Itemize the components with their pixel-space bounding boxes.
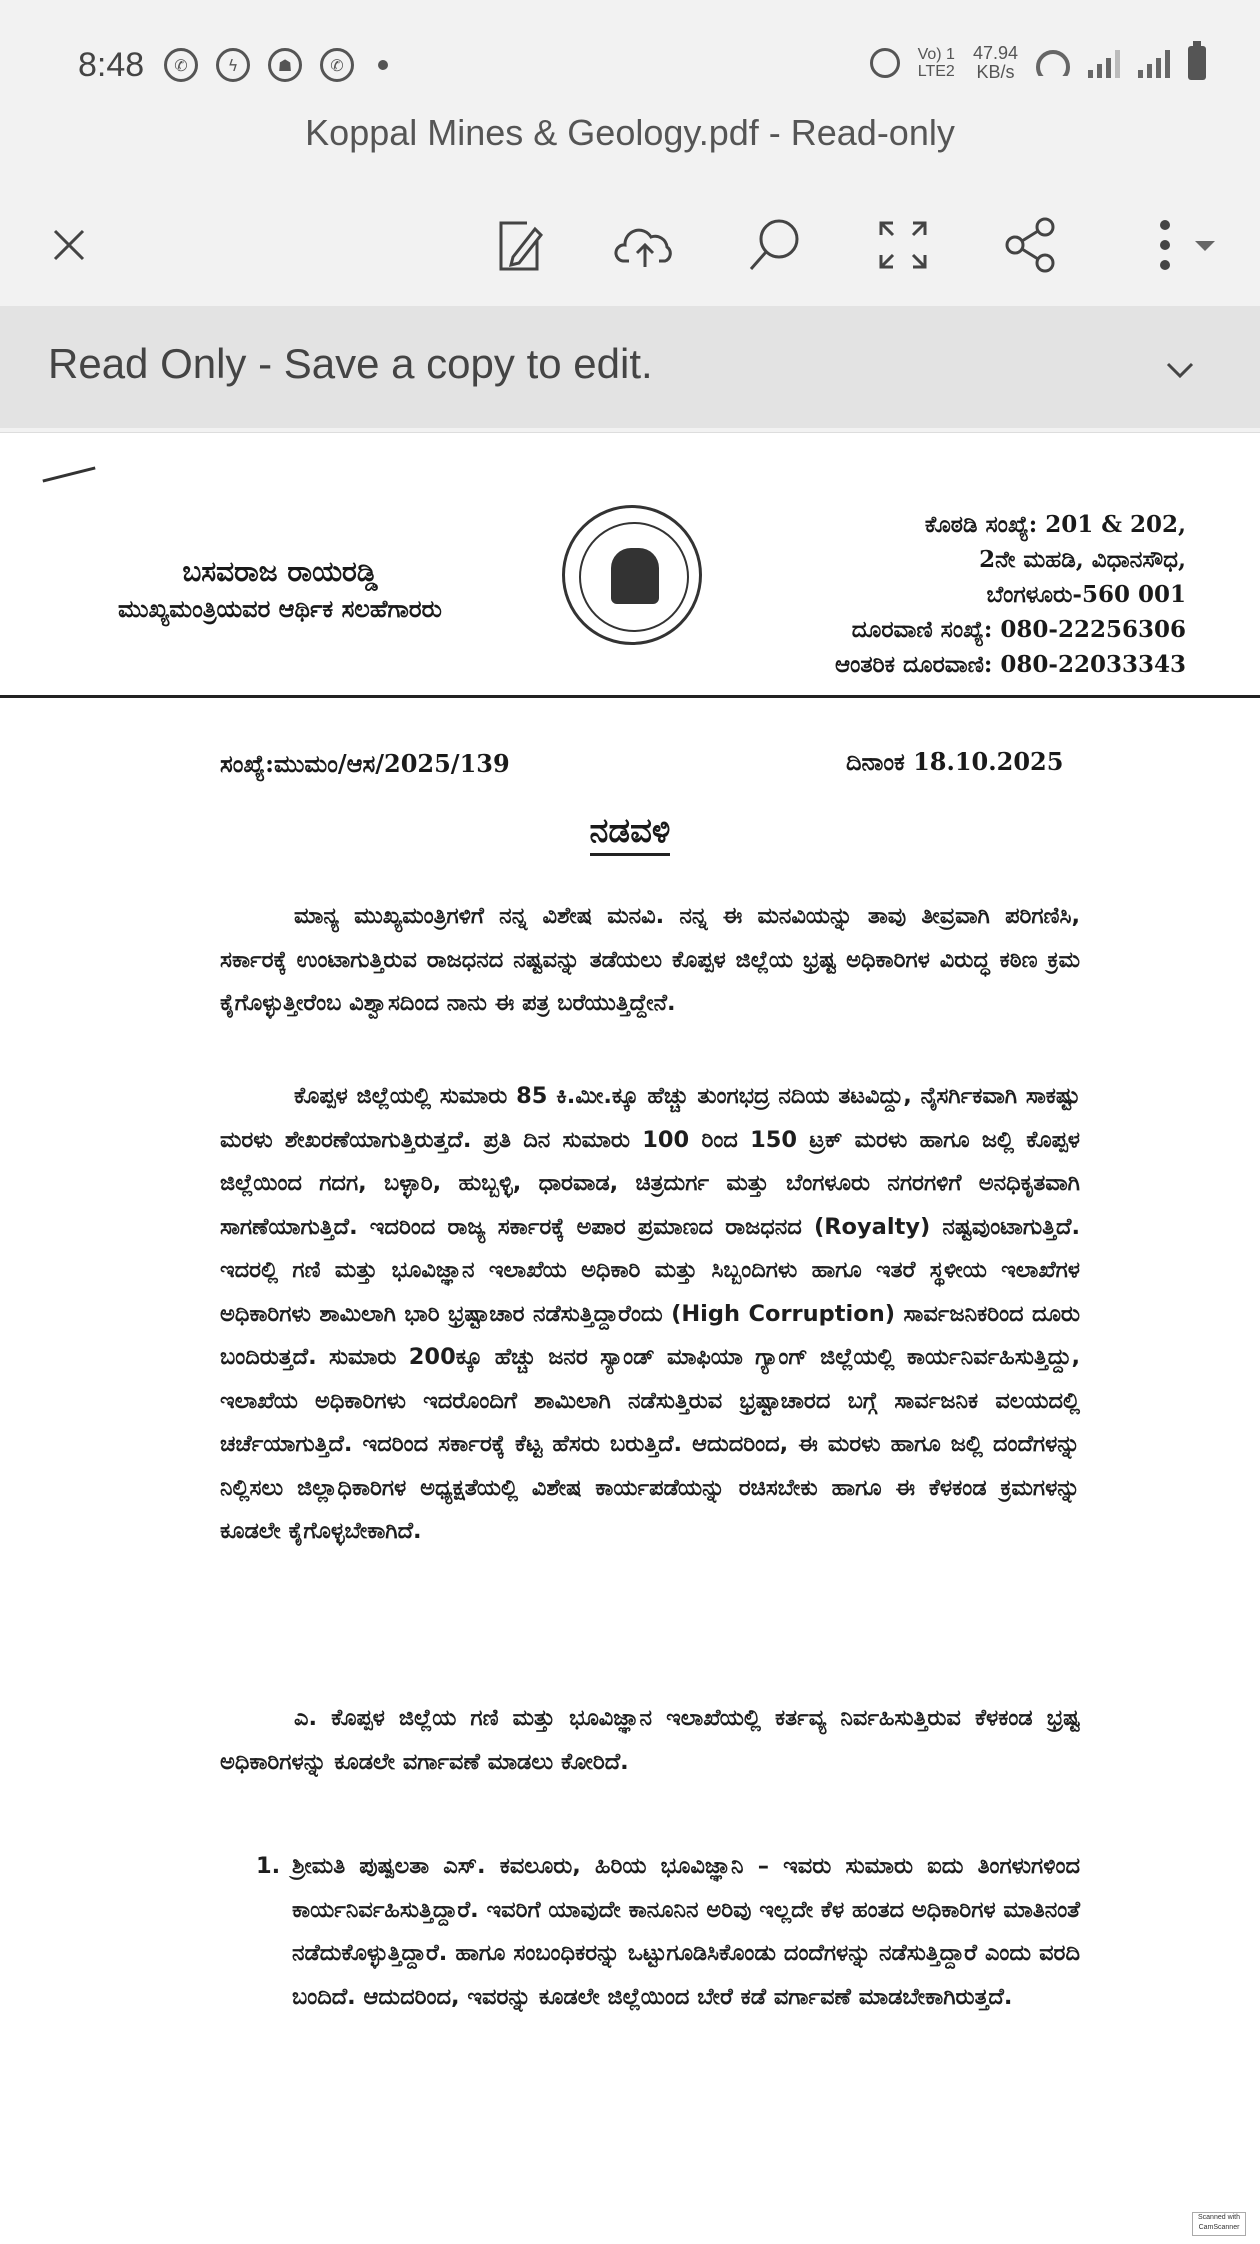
paragraph-2: ಕೊಪ್ಪಳ ಜಿಲ್ಲೆಯಲ್ಲಿ ಸುಮಾರು 85 ಕಿ.ಮೀ.ಕ್ಕೂ ಹೆಚ್ಚು ತುಂಗಭದ್ರ ನದಿಯ ತಟವಿದ್ದು, ನೈಸರ್ಗಿಕವಾಗಿ ಸಾಕಷ್ಟು ಮರಳು ಶೇಖರಣೆಯಾಗುತ್ತಿರುತ್ತದೆ. ಪ್ರತಿ ದಿನ ಸುಮಾರು 100 ರಿಂದ 150 ಟ್ರಕ್ ಮರಳು ಹಾಗೂ ಜಲ್ಲಿ ಕೊಪ್ಪಳ ಜಿಲ್ಲೆಯಿಂದ ಗದಗ, ಬಳ್ಳಾರಿ, ಹುಬ್ಬಳ್ಳಿ, ಧಾರವಾಡ, ಚಿತ್ರದುರ್ಗ ಮತ್ತು ಬೆಂಗಳೂರು ನಗರಗಳಿಗೆ ಅನಧಿಕೃತವಾಗಿ ಸಾಗಣೆಯಾಗುತ್ತಿದೆ. ಇದರಿಂದ ರಾಜ್ಯ ಸರ್ಕಾರಕ್ಕೆ ಅಪಾರ ಪ್ರಮಾಣದ ರಾಜಧನದ (Royalty) ನಷ್ಟವುಂಟಾಗುತ್ತಿದೆ. ಇದರಲ್ಲಿ ಗಣಿ ಮತ್ತು ಭೂವಿಜ್ಞಾನ ಇಲಾಖೆಯ ಅಧಿಕಾರಿ ಮತ್ತು ಸಿಬ್ಬಂದಿಗಳು ಹಾಗೂ ಇತರೆ ಸ್ಥಳೀಯ ಇಲಾಖೆಗಳ ಅಧಿಕಾರಿಗಳು ಶಾಮಿಲಾಗಿ ಭಾರಿ ಭ್ರಷ್ಟಾಚಾರ ನಡೆಸುತ್ತಿದ್ದಾರೆಂದು (High Corruption) ಸಾರ್ವಜನಿಕರಿಂದ ದೂರು ಬಂದಿರುತ್ತದೆ. ಸುಮಾರು 200ಕ್ಕೂ ಹೆಚ್ಚು ಜನರ ಸ್ಯಾಂಡ್ ಮಾಫಿಯಾ ಗ್ಯಾಂಗ್ ಜಿಲ್ಲೆಯಲ್ಲಿ ಕಾರ್ಯನಿರ್ವಹಿಸುತ್ತಿದ್ದು, ಇಲಾಖೆಯ ಅಧಿಕಾರಿಗಳು ಇದರೊಂದಿಗೆ ಶಾಮಿಲಾಗಿ ನಡೆಸುತ್ತಿರುವ ಭ್ರಷ್ಟಾಚಾರದ ಬಗ್ಗೆ ಸಾರ್ವಜನಿಕ ವಲಯದಲ್ಲಿ ಚರ್ಚೆಯಾಗುತ್ತಿದೆ. ಇದರಿಂದ ಸರ್ಕಾರಕ್ಕೆ ಕೆಟ್ಟ ಹೆಸರು ಬರುತ್ತಿದೆ. ಆದುದರಿಂದ, ಈ ಮರಳು ಹಾಗೂ ಜಲ್ಲಿ ದಂದೆಗಳನ್ನು ನಿಲ್ಲಿಸಲು ಜಿಲ್ಲಾಧಿಕಾರಿಗಳ ಅಧ್ಯಕ್ಷತೆಯಲ್ಲಿ ವಿಶೇಷ ಕಾರ್ಯಪಡೆಯನ್ನು ರಚಿಸಬೇಕು ಹಾಗೂ ಈ ಕೆಳಕಂಡ ಕ್ರಮಗಳನ್ನು ಕೂಡಲೇ ಕೈಗೊಳ್ಳಬೇಕಾಗಿದೆ. bbox=[220, 1083, 1080, 1544]
close-button[interactable] bbox=[34, 210, 104, 280]
karnataka-emblem-icon bbox=[562, 505, 702, 645]
letter-date: ದಿನಾಂಕ 18.10.2025 bbox=[846, 747, 1064, 776]
chevron-down-icon[interactable] bbox=[1160, 350, 1200, 390]
paragraph-1: ಮಾನ್ಯ ಮುಖ್ಯಮಂತ್ರಿಗಳಿಗೆ ನನ್ನ ವಿಶೇಷ ಮನವಿ. ನನ್ನ ಈ ಮನವಿಯನ್ನು ತಾವು ತೀವ್ರವಾಗಿ ಪರಿಗಣಿಸಿ, ಸರ್ಕಾರಕ್ಕೆ ಉಂಟಾಗುತ್ತಿರುವ ರಾಜಧನದ ನಷ್ಟವನ್ನು ತಡೆಯಲು ಕೊಪ್ಪಳ ಜಿಲ್ಲೆಯ ಭ್ರಷ್ಟ ಅಧಿಕಾರಿಗಳ ವಿರುದ್ಧ ಕಠಿಣ ಕ್ರಮ ಕೈಗೊಳ್ಳುತ್ತೀರೆಂಬ ವಿಶ್ವಾಸದಿಂದ ನಾನು ಈ ಪತ್ರ ಬರೆಯುತ್ತಿದ್ದೇನೆ. bbox=[220, 903, 1080, 1016]
alarm-icon bbox=[870, 48, 900, 78]
letter-title bbox=[0, 811, 1260, 851]
status-bar bbox=[0, 0, 1260, 120]
whatsapp-icon: ✆ bbox=[320, 48, 354, 82]
emblem-core bbox=[611, 548, 659, 604]
battery-icon bbox=[1188, 46, 1206, 80]
paragraph-3: ಎ. ಕೊಪ್ಪಳ ಜಿಲ್ಲೆಯ ಗಣಿ ಮತ್ತು ಭೂವಿಜ್ಞಾನ ಇಲಾಖೆಯಲ್ಲಿ ಕರ್ತವ್ಯ ನಿರ್ವಹಿಸುತ್ತಿರುವ ಕೆಳಕಂಡ ಭ್ರಷ್ಟ ಅಧಿಕಾರಿಗಳನ್ನು ಕೂಡಲೇ ವರ್ಗಾವಣೆ ಮಾಡಲು ಕೋರಿದೆ. bbox=[220, 1705, 1080, 1775]
messenger-icon: ϟ bbox=[216, 48, 250, 82]
cloud-upload-icon bbox=[613, 217, 677, 273]
intercom-line: ಆಂತರಿಕ ದೂರವಾಣಿ: 080-22033343 bbox=[834, 651, 1186, 678]
volte-indicator: Vo) 1 LTE2 bbox=[917, 46, 955, 80]
edit-button[interactable] bbox=[484, 210, 554, 280]
letterhead-address bbox=[835, 507, 1186, 682]
address-line: ಬೆಂಗಳೂರು-560 001 bbox=[986, 581, 1186, 608]
wifi-icon bbox=[1036, 50, 1070, 76]
notification-icons bbox=[164, 48, 388, 82]
signal-icon bbox=[1088, 48, 1120, 78]
toolbar bbox=[0, 190, 1260, 300]
pen-mark bbox=[42, 467, 95, 483]
reference-number: ಸಂಖ್ಯೆ:ಮುಮಂ/ಆಸ/2025/139 bbox=[220, 749, 510, 778]
whatsapp-icon: ✆ bbox=[164, 48, 198, 82]
letter-title-text: ನಡವಳಿ bbox=[590, 811, 671, 856]
share-icon bbox=[1001, 215, 1061, 275]
more-button[interactable] bbox=[1130, 210, 1230, 280]
list-item bbox=[258, 1845, 1080, 2019]
sender-designation: ಮುಖ್ಯಮಂತ್ರಿಯವರ ಆರ್ಥಿಕ ಸಲಹೆಗಾರರು bbox=[118, 595, 442, 623]
address-line: 2ನೇ ಮಹಡಿ, ವಿಧಾನಸೌಧ, bbox=[979, 546, 1186, 573]
sender-name: ಬಸವರಾಜ ರಾಯರಡ್ಡಿ bbox=[182, 555, 378, 588]
more-notifications-dot-icon bbox=[378, 60, 388, 70]
search-icon bbox=[745, 215, 805, 275]
network-speed: 47.94 KB/s bbox=[972, 43, 1018, 82]
letterhead-divider bbox=[0, 695, 1260, 698]
upload-button[interactable] bbox=[610, 210, 680, 280]
phone-line: ದೂರವಾಣಿ ಸಂಖ್ಯೆ: 080-22256306 bbox=[851, 616, 1186, 643]
helmet-app-icon: ☗ bbox=[268, 48, 302, 82]
share-button[interactable] bbox=[996, 210, 1066, 280]
more-icon bbox=[1135, 217, 1225, 273]
status-time: 8:48 bbox=[78, 46, 145, 84]
read-only-banner[interactable] bbox=[0, 306, 1260, 428]
camscanner-watermark: Scanned with CamScanner bbox=[1192, 2212, 1246, 2236]
search-button[interactable] bbox=[740, 210, 810, 280]
list-item-number: 1. bbox=[256, 1853, 281, 1879]
document-title-bar: Koppal Mines & Geology.pdf - Read-only bbox=[305, 112, 955, 153]
fullscreen-icon bbox=[875, 217, 931, 273]
list-item-text: ಶ್ರೀಮತಿ ಪುಷ್ಪಲತಾ ಎಸ್. ಕವಲೂರು, ಹಿರಿಯ ಭೂವಿಜ್ಞಾನಿ – ಇವರು ಸುಮಾರು ಐದು ತಿಂಗಳುಗಳಿಂದ ಕಾರ್ಯನಿರ್ವಹಿಸುತ್ತಿದ್ದಾರೆ. ಇವರಿಗೆ ಯಾವುದೇ ಕಾನೂನಿನ ಅರಿವು ಇಲ್ಲದೇ ಕೆಳ ಹಂತದ ಅಧಿಕಾರಿಗಳ ಮಾತಿನಂತೆ ನಡೆದುಕೊಳ್ಳುತ್ತಿದ್ದಾರೆ. ಹಾಗೂ ಸಂಬಂಧಿಕರನ್ನು ಒಟ್ಟುಗೂಡಿಸಿಕೊಂಡು ದಂದೆಗಳನ್ನು ನಡೆಸುತ್ತಿದ್ದಾರೆ ಎಂದು ವರದಿ ಬಂದಿದೆ. ಆದುದರಿಂದ, ಇವರನ್ನು ಕೂಡಲೇ ಜಿಲ್ಲೆಯಿಂದ ಬೇರೆ ಕಡೆ ವರ್ಗಾವಣೆ ಮಾಡಬೇಕಾಗಿರುತ್ತದೆ. bbox=[292, 1853, 1080, 2010]
letterhead-left bbox=[80, 555, 480, 623]
read-only-message: Read Only - Save a copy to edit. bbox=[48, 340, 653, 387]
status-right bbox=[870, 44, 1206, 82]
fullscreen-button[interactable] bbox=[868, 210, 938, 280]
address-line: ಕೊಠಡಿ ಸಂಖ್ಯೆ: 201 & 202, bbox=[924, 511, 1186, 538]
signal-icon bbox=[1138, 48, 1170, 78]
pdf-page[interactable] bbox=[0, 432, 1260, 2244]
edit-icon bbox=[491, 217, 547, 273]
close-icon bbox=[49, 225, 89, 265]
